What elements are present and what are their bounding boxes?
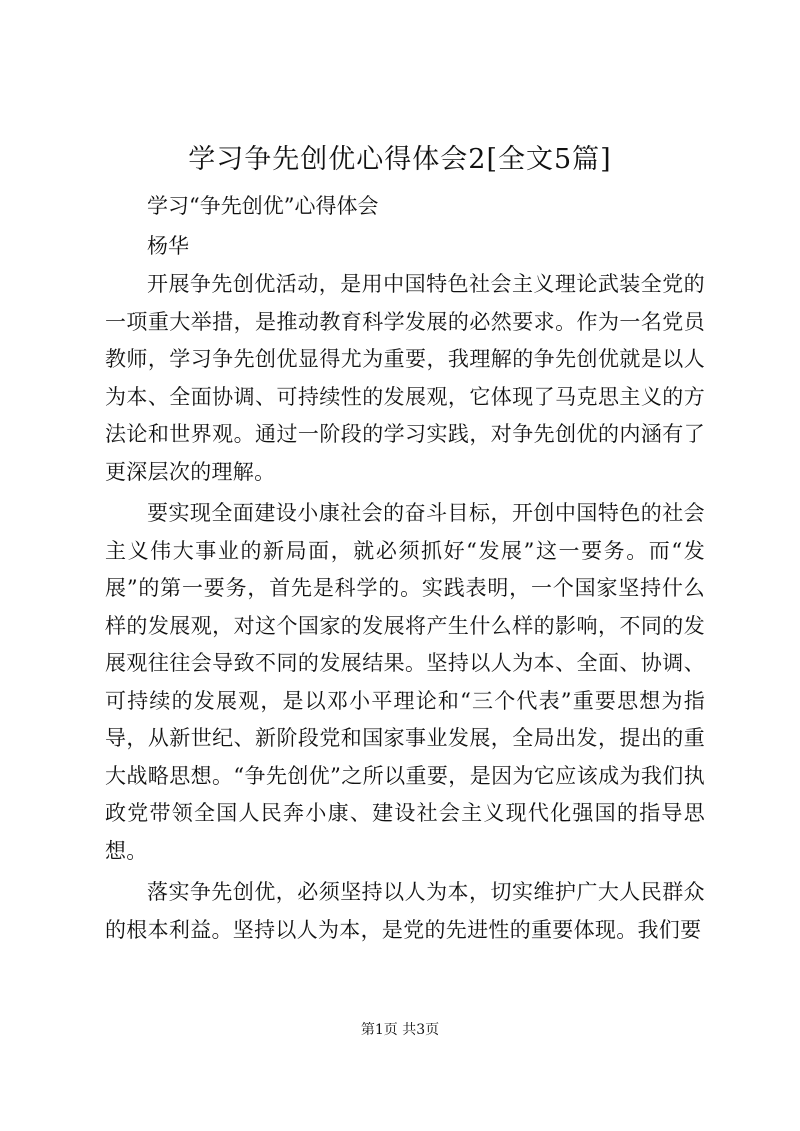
- body-paragraph: 落实争先创优，必须坚持以人为本，切实维护广大人民群众的根本利益。坚持以人为本，是党的先进性的重要体现。我们要: [105, 880, 705, 942]
- body-paragraph: 要实现全面建设小康社会的奋斗目标，开创中国特色的社会主义伟大事业的新局面，就必须抓好“发展”这一要务。而“发展”的第一要务，首先是科学的。实践表明，一个国家坚持什么样的发展观，对这个国家的发展将产生什么样的影响，不同的发展观往往会导致不同的发展结果。坚持以人为本、全面、协调、可持续的发展观，是以邓小平理论和“三个代表”重要思想为指导，从新世纪、新阶段党和国家事业发展，全局出发，提出的重大战略思想。“争先创优”之所以重要，是因为它应该成为我们执政党带领全国人民奔小康、建设社会主义现代化强国的指导思想。: [105, 501, 705, 863]
- author-name: 杨华: [147, 234, 189, 258]
- document-body: [105, 266, 705, 953]
- page-number-footer: 第1页 共3页: [360, 1022, 440, 1038]
- document-title: 学习争先创优心得体会2[全文5篇]: [188, 144, 612, 175]
- document-subtitle: 学习“争先创优”心得体会: [147, 194, 379, 218]
- body-paragraph: 开展争先创优活动，是用中国特色社会主义理论武装全党的一项重大举措，是推动教育科学发展的必然要求。作为一名党员教师，学习争先创优显得尤为重要，我理解的争先创优就是以人为本、全面协调、可持续性的发展观，它体现了马克思主义的方法论和世界观。通过一阶段的学习实践，对争先创优的内涵有了更深层次的理解。: [105, 272, 705, 484]
